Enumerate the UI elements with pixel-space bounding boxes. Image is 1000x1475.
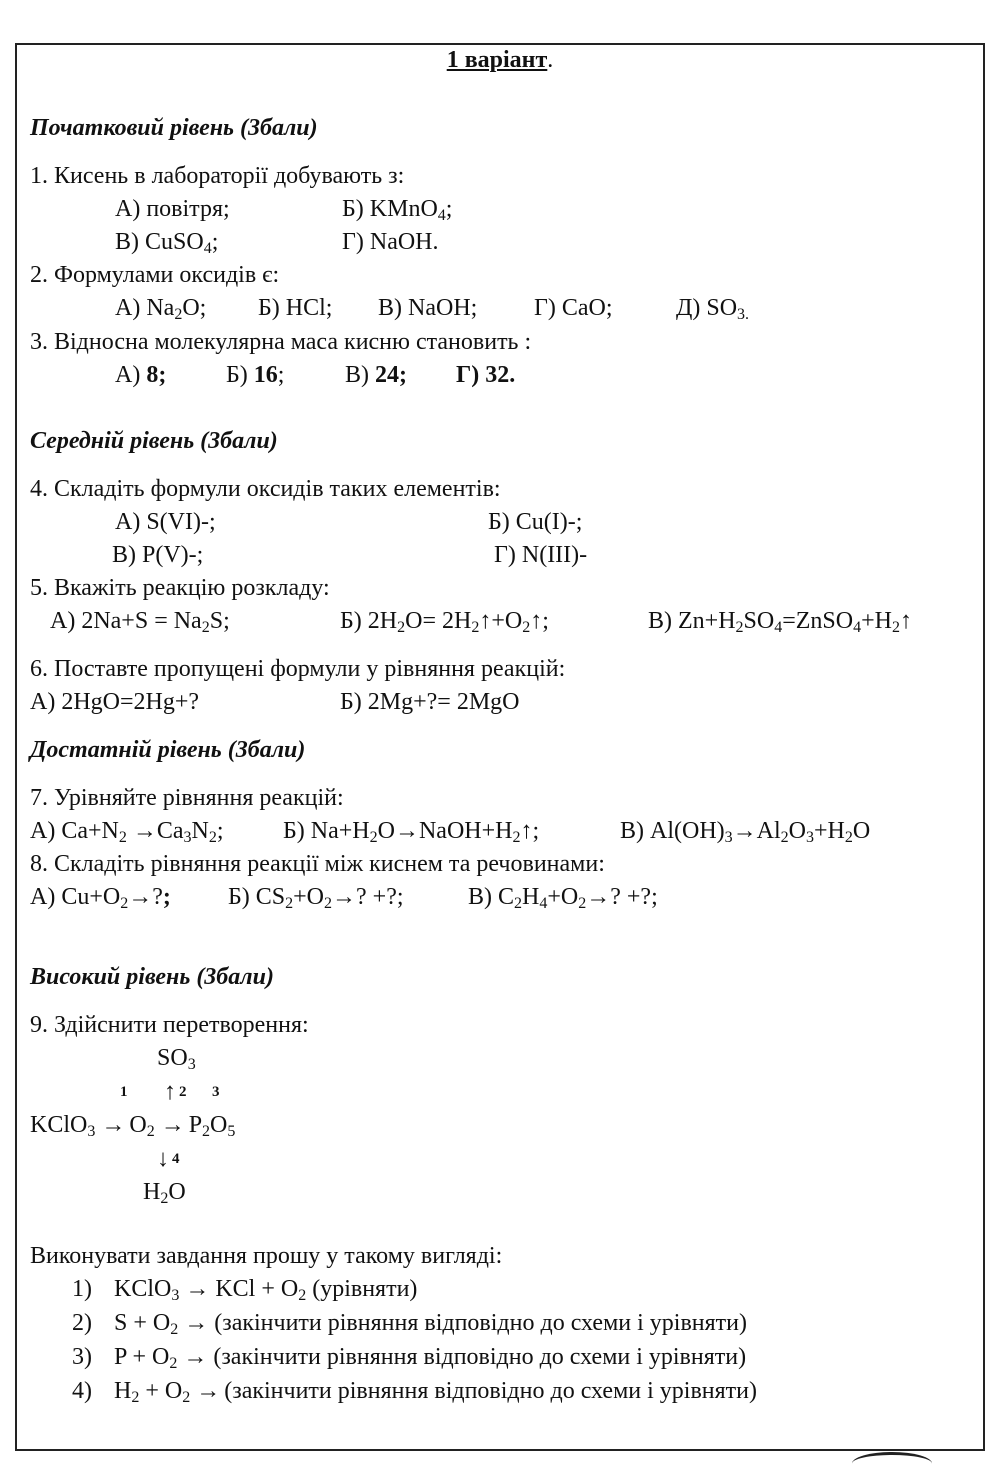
q5-option-c: В) $Zn+H_2SO_4=ZnSO_4+H_2↑$: [648, 608, 912, 636]
instruction-4-number: 4): [72, 1378, 92, 1404]
instruction-1-number: 1): [72, 1276, 92, 1302]
instruction-3-number: 3): [72, 1344, 92, 1370]
q2-option-d: Г) CaO;: [534, 295, 613, 321]
q4-text: 4. Складіть формули оксидів таких елементів:: [30, 476, 501, 502]
q1-option-a: А) повітря;: [115, 196, 230, 222]
q4-option-d: Г) N(III)-: [494, 542, 588, 568]
q8-option-b: Б) $CS_2+O_2\to$? +?;: [228, 884, 404, 912]
page-edge-decoration: [852, 1452, 932, 1475]
scheme-arrow-up: ↑: [164, 1079, 176, 1105]
instruction-2: $S + O_2$ → (закінчити рівняння відповідно до схеми і урівняти): [114, 1310, 747, 1338]
q5-option-a: А) $2Na+S = Na_2S$;: [50, 608, 230, 636]
q4-option-a: А) S(VI)-;: [115, 509, 216, 535]
variant-title: 1 варіант.: [446, 47, 554, 73]
instructions-text: Виконувати завдання прошу у такому вигляді:: [30, 1243, 503, 1269]
q1-option-b: Б) KMnO$_4$;: [342, 196, 453, 224]
q1-text: 1. Кисень в лабораторії добувають з:: [30, 163, 405, 189]
level1-heading: Початковий рівень (3бали): [30, 115, 318, 141]
scheme-step-1: 1: [120, 1084, 128, 1100]
q2-option-a: А) $Na_2O$;: [115, 295, 207, 323]
scheme-so3: $SO_3$: [157, 1045, 196, 1073]
q8-text: 8. Складіть рівняння реакції між киснем та речовинами:: [30, 851, 605, 877]
scheme-arrow-down: ↓: [157, 1146, 169, 1172]
q4-option-c: В) P(V)-;: [112, 542, 204, 568]
scheme-main-chain: KClO$_3$ → $O_2 \to P_2O_5$: [30, 1112, 236, 1140]
scheme-step-2: 2: [179, 1084, 187, 1100]
q3-option-a: А) 8;: [115, 362, 167, 388]
q3-option-c: В) 24;: [345, 362, 407, 388]
q8-option-c: В) $C_2H_4+O_2\to$? +?;: [468, 884, 658, 912]
level3-heading: Достатній рівень (3бали): [30, 737, 306, 763]
level4-heading: Високий рівень (3бали): [30, 964, 274, 990]
q2-option-c: В) NaOH;: [378, 295, 478, 321]
q9-text: 9. Здійснити перетворення:: [30, 1012, 309, 1038]
q8-option-a: А) $Cu+O_2\to$?;: [30, 884, 171, 912]
scheme-step-4: 4: [172, 1151, 180, 1167]
q7-option-b: Б) $Na+H_2O\to NaOH+H_2↑$;: [283, 818, 540, 846]
q1-option-c: В) CuSO$_4$;: [115, 229, 219, 257]
q4-option-b: Б) Cu(I)-;: [488, 509, 583, 535]
q5-text: 5. Вкажіть реакцію розкладу:: [30, 575, 330, 601]
q6-option-b: Б) 2Mg+?= 2MgO: [340, 689, 520, 715]
q2-option-e: Д) $SO_{3.}$: [676, 295, 750, 323]
q5-option-b: Б) $2H_2O=$ $2H_2↑+O_2↑$;: [340, 608, 549, 636]
scheme-h2o: $H_2O$: [143, 1179, 186, 1207]
q2-option-b: Б) HCl;: [258, 295, 333, 321]
q1-option-d: Г) NaOH.: [342, 229, 439, 255]
instruction-1: KClO$_3$ → KCl + $O_2$ (урівняти): [114, 1276, 418, 1304]
q3-text: 3. Відносна молекулярна маса кисню становить :: [30, 329, 532, 355]
instruction-3: $P + O_2$ → (закінчити рівняння відповідно до схеми і урівняти): [114, 1344, 747, 1372]
q6-text: 6. Поставте пропущені формули у рівняння реакцій:: [30, 656, 566, 682]
q7-text: 7. Урівняйте рівняння реакцій:: [30, 785, 344, 811]
q7-option-c: В) $Al(OH)_3\to Al_2O_3+H_2O$: [620, 818, 871, 846]
q2-text: 2. Формулами оксидів є:: [30, 262, 280, 288]
scheme-step-3: 3: [212, 1084, 220, 1100]
q7-option-a: А) $Ca+N_2 \to Ca_3N_2$;: [30, 818, 224, 846]
instruction-2-number: 2): [72, 1310, 92, 1336]
q3-option-b: Б) 16;: [226, 362, 285, 388]
instruction-4: $H_2 + O_2$ → (закінчити рівняння відповідно до схеми і урівняти): [114, 1378, 757, 1406]
q6-option-a: А) 2HgO=2Hg+?: [30, 689, 200, 715]
q3-option-d: Г) 32.: [456, 362, 516, 388]
level2-heading: Середній рівень (3бали): [30, 428, 278, 454]
